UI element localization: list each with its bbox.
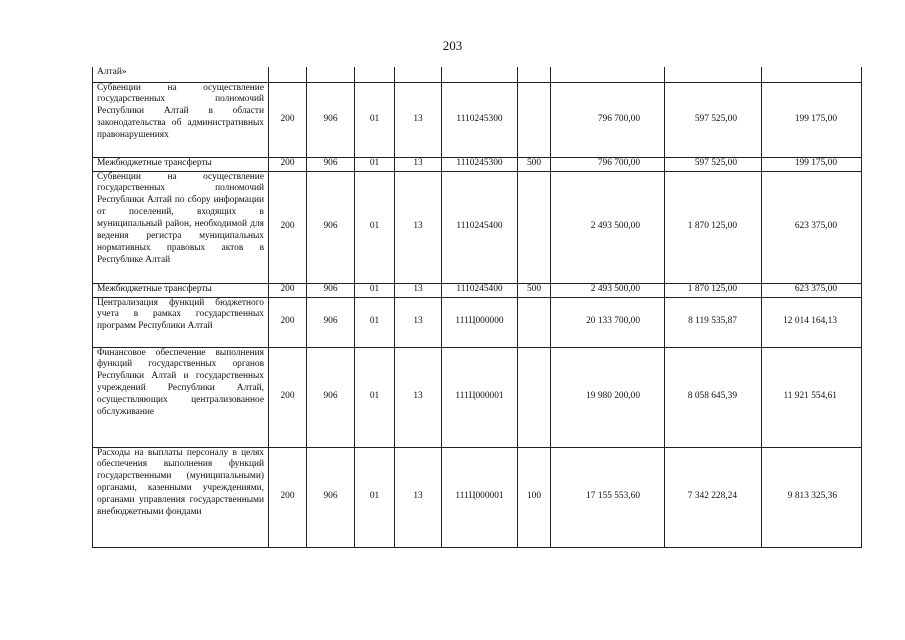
cell-c4: 13 [395,157,442,171]
cell-c1: 200 [269,283,307,297]
cell-c1: 200 [269,297,307,347]
cell-c4: 13 [395,171,442,283]
cell-c9: 623 375,00 [762,171,862,283]
cell-c5 [442,67,518,82]
table-row [93,82,862,157]
row-name: Субвенции на осуществление государственных полномочий Республики Алтай по сбору информации от поселений, входящих в муниципальный район, необходимой для ведения регистра муниципальных нормативных правовых актов в Республике Алтай [93,171,269,283]
table-row [93,447,862,547]
cell-c4: 13 [395,283,442,297]
cell-c3 [355,67,395,82]
cell-c9: 199 175,00 [762,157,862,171]
cell-c6: 500 [518,157,551,171]
row-name: Субвенции на осуществление государственных полномочий Республики Алтай в области законодательства об административных правонарушениях [93,82,269,157]
cell-c8: 597 525,00 [665,82,762,157]
table-row [93,297,862,347]
cell-c6 [518,171,551,283]
cell-c4 [395,67,442,82]
cell-c9: 11 921 554,61 [762,347,862,447]
cell-c3: 01 [355,171,395,283]
table-row [93,171,862,283]
cell-c2: 906 [307,157,355,171]
table-row [93,157,862,171]
budget-table [92,67,862,548]
row-name: Финансовое обеспечение выполнения функций государственных органов Республики Алтай и государственных учреждений Республики Алтай, осуществляющих централизованное обслуживание [93,347,269,447]
cell-c2 [307,67,355,82]
table-row [93,347,862,447]
cell-c7: 20 133 700,00 [551,297,665,347]
cell-c5: 111Ц000001 [442,447,518,547]
cell-c8: 1 870 125,00 [665,283,762,297]
row-name: Централизация функций бюджетного учета в рамках государственных программ Республики Алтай [93,297,269,347]
cell-c1: 200 [269,447,307,547]
row-name: Расходы на выплаты персоналу в целях обеспечения выполнения функций государственными (муниципальными) органами, казенными учреждениями, органами управления государственными внебюджетными фондами [93,447,269,547]
cell-c4: 13 [395,347,442,447]
cell-c4: 13 [395,297,442,347]
table-row [93,283,862,297]
cell-c5: 1110245400 [442,283,518,297]
cell-c9: 199 175,00 [762,82,862,157]
cell-c7: 796 700,00 [551,157,665,171]
cell-c2: 906 [307,82,355,157]
cell-c8: 1 870 125,00 [665,171,762,283]
cell-c2: 906 [307,283,355,297]
cell-c3: 01 [355,347,395,447]
cell-c6 [518,347,551,447]
cell-c2: 906 [307,171,355,283]
cell-c8: 7 342 228,24 [665,447,762,547]
cell-c8: 8 058 645,39 [665,347,762,447]
cell-c1: 200 [269,157,307,171]
cell-c3: 01 [355,447,395,547]
cell-c1: 200 [269,82,307,157]
cell-c6 [518,297,551,347]
cell-c7: 17 155 553,60 [551,447,665,547]
row-name: Алтай» [93,67,269,82]
cell-c9 [762,67,862,82]
cell-c7: 2 493 500,00 [551,171,665,283]
cell-c1 [269,67,307,82]
cell-c6 [518,82,551,157]
cell-c2: 906 [307,447,355,547]
cell-c9: 9 813 325,36 [762,447,862,547]
cell-c5: 1110245400 [442,171,518,283]
cell-c3: 01 [355,82,395,157]
cell-c4: 13 [395,82,442,157]
cell-c6 [518,67,551,82]
cell-c6: 500 [518,283,551,297]
page-number: 203 [442,38,463,53]
cell-c5: 111Ц000001 [442,347,518,447]
cell-c7: 2 493 500,00 [551,283,665,297]
cell-c7 [551,67,665,82]
cell-c8 [665,67,762,82]
cell-c5: 1110245300 [442,82,518,157]
cell-c3: 01 [355,297,395,347]
cell-c5: 111Ц000000 [442,297,518,347]
row-name: Межбюджетные трансферты [93,157,269,171]
cell-c7: 796 700,00 [551,82,665,157]
table-row [93,67,862,82]
cell-c1: 200 [269,171,307,283]
cell-c2: 906 [307,347,355,447]
cell-c8: 597 525,00 [665,157,762,171]
cell-c4: 13 [395,447,442,547]
cell-c2: 906 [307,297,355,347]
cell-c6: 100 [518,447,551,547]
cell-c3: 01 [355,283,395,297]
cell-c5: 1110245300 [442,157,518,171]
row-name: Межбюджетные трансферты [93,283,269,297]
cell-c3: 01 [355,157,395,171]
cell-c9: 12 014 164,13 [762,297,862,347]
cell-c1: 200 [269,347,307,447]
cell-c8: 8 119 535,87 [665,297,762,347]
cell-c7: 19 980 200,00 [551,347,665,447]
cell-c9: 623 375,00 [762,283,862,297]
